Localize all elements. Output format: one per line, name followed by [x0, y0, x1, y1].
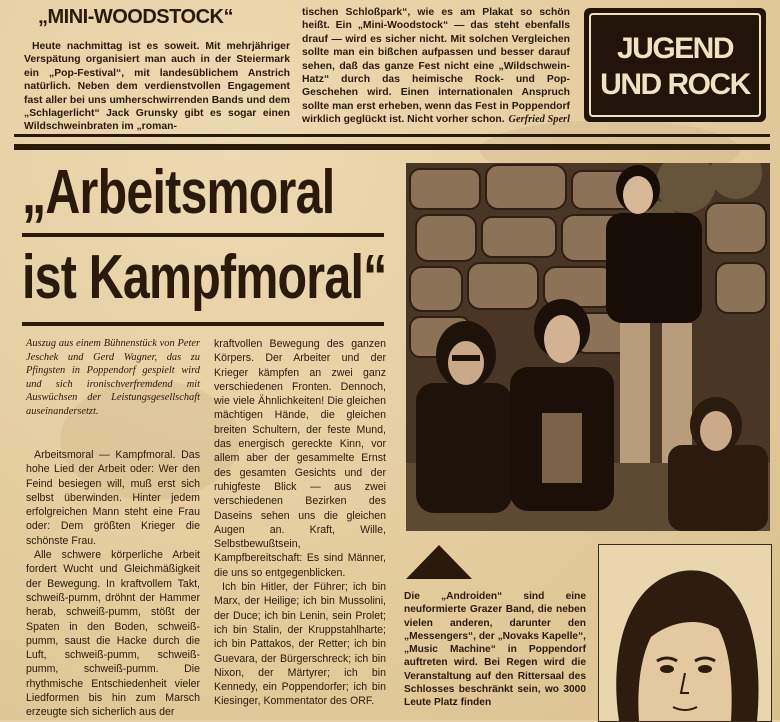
section-box [584, 8, 766, 122]
portrait-illustration [599, 545, 771, 721]
top-left-paragraph: Heute nachmittag ist es soweit. Mit mehrjähriger Verspätung organisiert man auch in der Steiermark ein „Pop-Festival“, mit landesüblichem Anstrich natürlich. Neben dem verdienstvollen Engagement fast aller bei uns umherschwirrenden Bands und dem „Schlagerlicht“ Jack Grunsky gibt es sogar einen Wildschweinbraten im „roman- [24, 41, 290, 133]
headline-rule [22, 233, 384, 237]
col2-paragraph: Ich bin Hitler, der Führer; ich bin Marx, der Heilige; ich bin Mussolini, der Duce; ich bin Lenin, sein Prolet; ich bin Stalin, der Kruppstahlharte; ich bin Pattakos, der Retter; ich bin Guevara, der Bürgerschreck; ich bin Nixon, der Märtyrer; ich bin Kennedy, ein Poppendorfer; ich bin Kiesinger, Kommentator des ORF. [214, 581, 386, 708]
top-headline: „MINI-WOODSTOCK“ [38, 6, 233, 28]
top-middle-column [302, 6, 570, 126]
col2-paragraph: kraftvollen Bewegung des ganzen Körpers. Der Arbeiter und der Krieger kämpfen an zwei ganz verschiedenen Fronten. Dennoch, wie viele Ähnlichkeiten! Die gleichen mächtigen Hände, die gleichen breiten Schultern, der feste Mund, das energisch gereckte Kinn, vor allem aber der gesammelte Ernst des gesamten Gesichts und der ruhigfeste Blick — aus zwei verschiedenen Bezirken des Daseins sehen uns die gleichen Augen an. Kraft, Wille, Selbstbewußtsein, Kampfbereitschaft: Es sind Männer, die uns so entgegenblicken. [214, 338, 386, 579]
top-middle-paragraph: tischen Schloßpark“, wie es am Plakat so schön heißt. Ein „Mini-Woodstock“ — das steht ebenfalls drauf — wird es sicher nicht. Mit solchen Vergleichen sollte man ein bißchen aufpassen und besser darauf sehen, daß das ganze Fest nicht eine „Wildschwein-Hatz“ durch das heimische Rock- und Pop-Geschehen wird. Einen internationalen Anspruch sollte man erst erheben, wenn das Fest in Poppendorf wirklich geglückt ist. Nicht vorher schon. [302, 7, 570, 126]
article-column-2 [214, 337, 386, 709]
article-headline-line1: „Arbeitsmoral [22, 160, 335, 226]
article-intro: Auszug aus einem Bühnenstück von Peter Jeschek und Gerd Wagner, das zu Pfingsten in Poppendorf gespielt wird und sich ironischverfremdend mit Auswüchsen der Leistungsgesellschaft auseinandersetzt. [26, 338, 200, 417]
col1-paragraph: Alle schwere körperliche Arbeit fordert Wucht und Gleichmäßigkeit der Bewegung. In kraftvollem Takt, schweiß-pumm, dröhnt der Hammer herab, schweiß-pumm, stößt der Spaten in den Boden, schweiß-pumm, saust die Hacke durch die Luft, schweiß-pumm, schweiß-pumm, schweiß-pumm. Die rhythmische Entschiedenheit vieler Liedformen bis hin zum Marsch erzeugte sich sicherlich aus der [26, 549, 200, 719]
byline: Gerfried Sperl [508, 113, 570, 125]
col1-paragraph: Arbeitsmoral — Kampfmoral. Das hohe Lied der Arbeit oder: Wer den Feind besiegen will, muß erst sich selbst überwinden. Hinter jedem erfolgreichen Mann steht eine Frau oder: Dem größten Krieger die schönste Frau. [26, 449, 200, 547]
section-title-line1: JUGEND [616, 32, 734, 65]
portrait-sketch [598, 544, 772, 722]
section-divider-thick [14, 144, 770, 150]
band-photo [406, 163, 770, 531]
section-title-line2: UND ROCK [600, 68, 750, 101]
black-up-triangle-icon [406, 545, 472, 579]
section-divider [14, 134, 770, 137]
band-photo-illustration [406, 163, 770, 531]
article-headline-line2: ist Kampfmoral“ [22, 244, 387, 312]
top-left-column [24, 40, 290, 134]
photo-caption: Die „Androiden“ sind eine neuformierte Grazer Band, die neben vielen anderen, darunter den „Messengers“, der „Novaks Kapelle“, „Music Machine“ in Poppendorf auftreten wird. Bei Regen wird die Veranstaltung auf den Rittersaal des Schlosses beschränkt sein, wo 3000 Leute Platz finden [404, 591, 586, 709]
article-column-1 [26, 448, 200, 720]
headline-rule [22, 322, 384, 326]
